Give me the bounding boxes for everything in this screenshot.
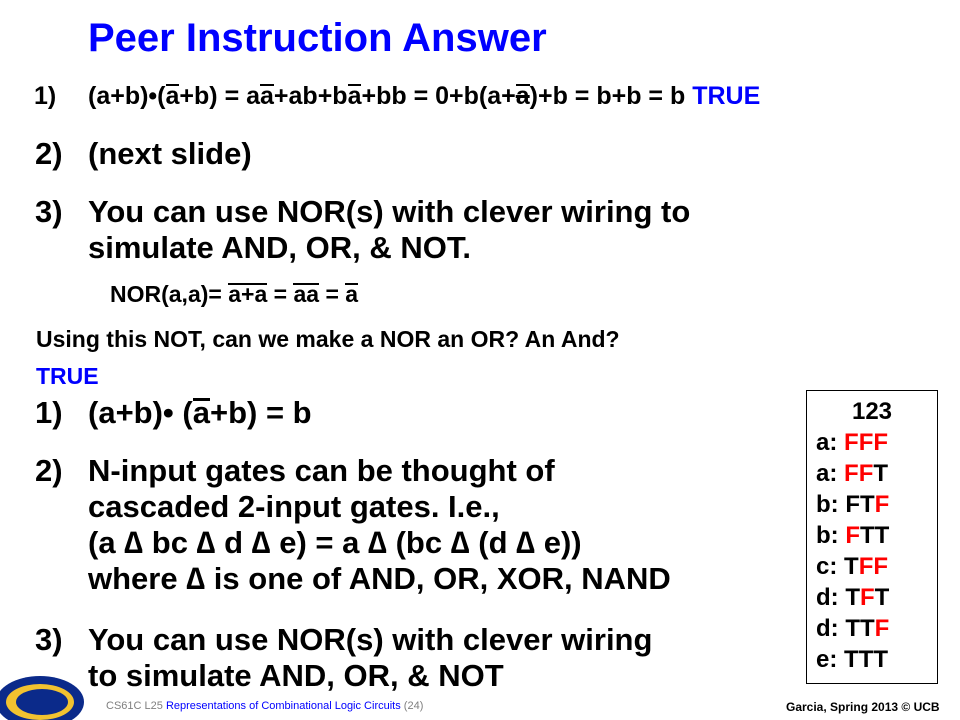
truth-table-cell: T <box>845 584 860 611</box>
answer-2: 2) (next slide) <box>35 136 252 171</box>
statement-2: 2) N-input gates can be thought of cascaded 2-input gates. I.e., (a ∆ bc ∆ d ∆ e) = a ∆ (bc ∆ (d ∆ e)) where ∆ is one of AND, OR, XOR, NAND <box>35 453 671 596</box>
truth-table-cell: T <box>873 646 889 673</box>
truth-table-cell: T <box>845 615 860 642</box>
answer-3: 3) You can use NOR(s) with clever wiring to simulate AND, OR, & NOT. <box>35 194 691 265</box>
footer-credit: Garcia, Spring 2013 © UCB <box>786 700 940 714</box>
truth-table-row <box>807 582 937 613</box>
truth-table-row-label: b: <box>816 522 846 549</box>
truth-table-row-label: d: <box>816 584 846 611</box>
truth-table-cell: T <box>873 460 889 487</box>
truth-table-row <box>807 644 937 675</box>
truth-table-cell: T <box>860 615 875 642</box>
truth-table-cell: F <box>874 615 890 642</box>
truth-table-cell: T <box>858 646 874 673</box>
answer-1-text: (a+b)•(a+b) = aa+ab+ba+bb = 0+b(a+a)+b = b+b = b TRUE <box>88 82 761 110</box>
slide-title: Peer Instruction Answer <box>88 16 547 60</box>
truth-table-cell: F <box>844 460 859 487</box>
truth-table-cell: F <box>873 429 889 456</box>
truth-table-row-label: c: <box>816 553 845 580</box>
truth-table-row <box>807 458 937 489</box>
truth-table-cell: T <box>844 553 859 580</box>
truth-table-row-label: b: <box>816 491 846 518</box>
truth-table-header: 123 <box>851 398 893 425</box>
truth-table-row-label: a: <box>816 429 845 456</box>
truth-table-cell: T <box>860 491 875 518</box>
statement-1: 1) (a+b)• (a+b) = b <box>35 395 312 430</box>
answer-1-verdict: TRUE <box>692 82 761 110</box>
truth-table-cell: F <box>845 491 860 518</box>
nor-not-derivation: NOR(a,a)= a+a = aa = a <box>110 281 359 307</box>
truth-table-row <box>807 520 937 551</box>
truth-table-row <box>807 613 937 644</box>
cal-logo <box>0 660 90 720</box>
footer-course: CS61C L25 Representations of Combinational Logic Circuits (24) <box>106 700 424 712</box>
truth-table-cell: T <box>874 584 890 611</box>
truth-table-cell: T <box>860 522 875 549</box>
truth-table-cell: F <box>845 522 860 549</box>
truth-table-row <box>807 551 937 582</box>
truth-table-cell: F <box>874 491 890 518</box>
truth-table-cell: T <box>874 522 890 549</box>
truth-table-cell: F <box>858 460 874 487</box>
truth-table-row <box>807 427 937 458</box>
statement-3: 3) You can use NOR(s) with clever wiring to simulate AND, OR, & NOT <box>35 622 653 693</box>
truth-table-cell: F <box>858 553 874 580</box>
truth-table-row <box>807 489 937 520</box>
truth-table-cell: F <box>858 429 874 456</box>
truth-table-cell: F <box>844 429 859 456</box>
truth-table-row-label: a: <box>816 460 845 487</box>
truth-table-cell: F <box>873 553 889 580</box>
truth-table-row-label: e: <box>816 646 845 673</box>
answer-2-text: (next slide) <box>88 136 252 171</box>
follow-up-question: Using this NOT, can we make a NOR an OR? An And? <box>36 326 620 352</box>
truth-table-row-label: d: <box>816 615 846 642</box>
answer-3-verdict: TRUE <box>36 363 99 389</box>
answer-1-number: 1) <box>34 82 57 110</box>
truth-table <box>806 390 938 684</box>
truth-table-cell: T <box>844 646 859 673</box>
truth-table-cell: F <box>860 584 875 611</box>
answer-1 <box>34 82 760 111</box>
